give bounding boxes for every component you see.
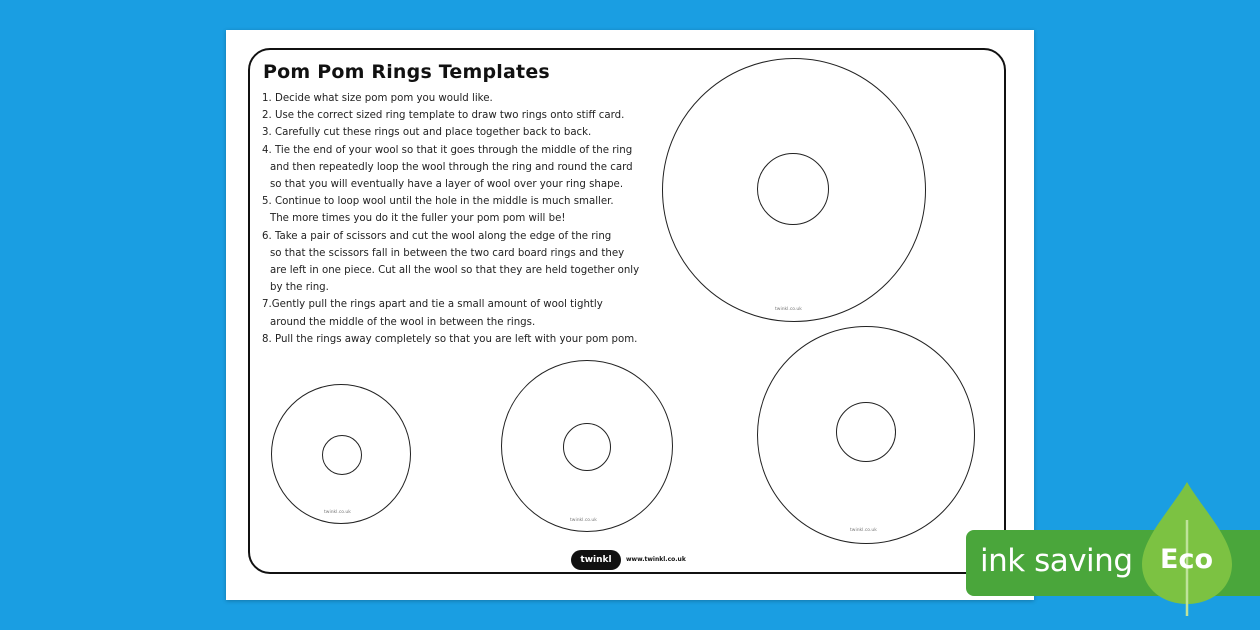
twinkl-logo: twinkl [571,550,621,570]
instruction-step [262,124,672,141]
ring-center-hole [757,153,829,225]
step-number: 6. [262,230,272,242]
step-number: 3. [262,127,272,139]
step-number: 1. [262,93,272,104]
step-line: Continue to loop wool until the hole in the middle is much smaller. [274,196,614,208]
step-line: Gently pull the rings apart and tie a small amount of wool tightly [271,299,603,311]
worksheet-title: Pom Pom Rings Templates [263,61,550,83]
step-line: Tie the end of your wool so that it goes through the middle of the ring [274,144,633,156]
twinkl-url: www.twinkl.co.uk [626,556,686,563]
step-line: so that you will eventually have a layer of wool over your ring shape. [270,179,624,191]
ring-credit: twinkl.co.uk [570,518,597,523]
step-line: Carefully cut these rings out and place together back to back. [274,127,592,139]
instruction-step [262,107,672,124]
instruction-step [262,228,672,297]
step-number: 7. [262,299,272,311]
ring-template-small [271,384,411,524]
ring-template-medium [501,360,673,532]
ring-center-hole [836,402,896,462]
instruction-step [262,90,672,107]
instruction-step [262,331,672,348]
instruction-step [262,296,672,330]
ring-template-large [662,58,926,322]
step-number: 4. [262,144,272,156]
step-line: Take a pair of scissors and cut the wool along the edge of the ring [274,230,612,242]
step-line: Decide what size pom pom you would like. [274,93,493,104]
step-number: 8. [262,333,272,345]
instruction-step [262,142,672,194]
step-line: are left in one piece. Cut all the wool so that they are held together only [270,265,640,277]
instruction-list [262,90,672,348]
step-line: The more times you do it the fuller your pom pom will be! [270,213,566,225]
worksheet-page [226,30,1034,600]
eco-label: Eco [1160,544,1213,575]
ring-credit: twinkl.co.uk [850,528,877,533]
step-line: around the middle of the wool in between the rings. [270,316,536,328]
ring-center-hole [322,435,362,475]
step-number: 5. [262,196,272,208]
step-line: so that the scissors fall in between the two card board rings and they [270,247,625,259]
step-line: and then repeatedly loop the wool through the ring and round the card [270,161,633,173]
ink-saving-label: ink saving [980,543,1133,579]
step-number: 2. [262,110,272,122]
instruction-step [262,193,672,227]
ring-credit: twinkl.co.uk [775,307,802,312]
ring-credit: twinkl.co.uk [324,510,351,515]
ring-center-hole [563,423,611,471]
step-line: Use the correct sized ring template to draw two rings onto stiff card. [274,110,625,122]
step-line: Pull the rings away completely so that you are left with your pom pom. [274,333,638,345]
step-line: by the ring. [270,282,329,294]
ring-template-medium-large [757,326,975,544]
